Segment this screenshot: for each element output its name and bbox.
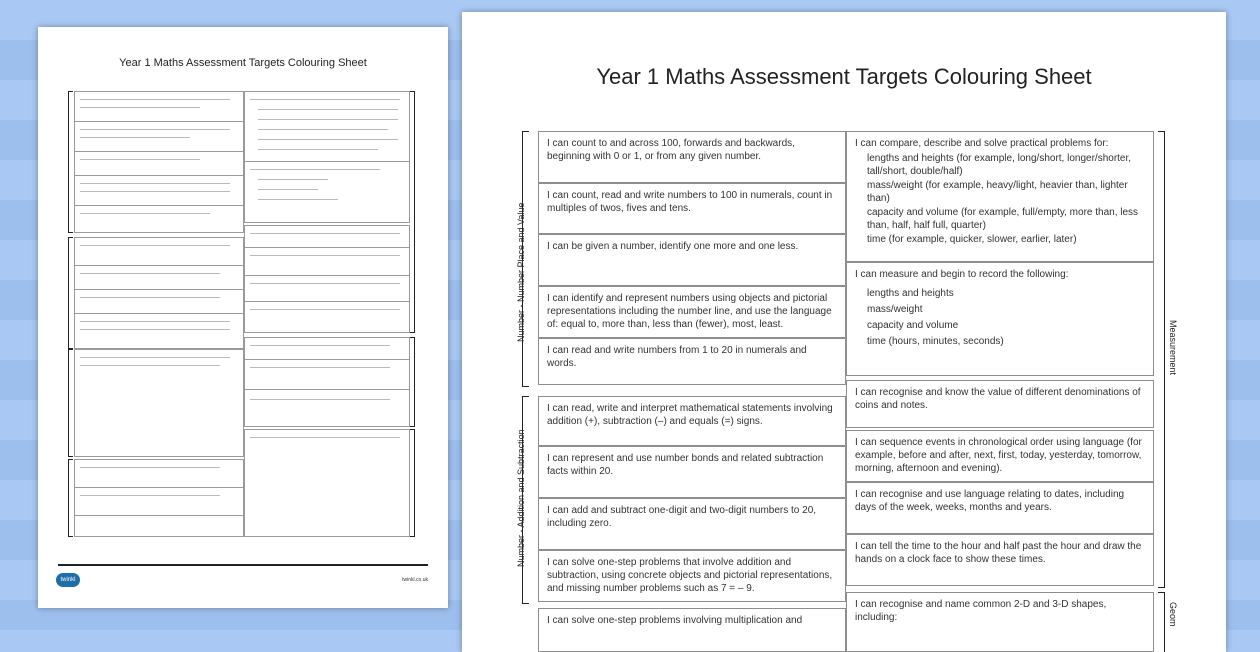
thumb-footer-line <box>58 564 428 566</box>
thumb-bracket <box>68 459 73 537</box>
thumb-text-line <box>258 109 398 110</box>
target-text: I can measure and begin to record the following: <box>855 269 1069 280</box>
thumb-text-line <box>80 129 230 130</box>
thumbnail-title: Year 1 Maths Assessment Targets Colouring Sheet <box>119 57 367 69</box>
thumb-cell <box>74 515 244 537</box>
thumb-text-line <box>80 213 210 214</box>
thumbnail-page <box>38 27 448 608</box>
target-cell <box>538 608 846 652</box>
thumb-text-line <box>250 437 400 438</box>
thumb-text-line <box>80 357 230 358</box>
thumb-bracket <box>410 337 415 427</box>
section-label-geometry: Geom <box>1168 602 1178 627</box>
thumb-cell <box>74 313 244 349</box>
section-label-place-value: Number - Number Place and Value <box>516 202 526 342</box>
thumb-text-line <box>80 467 220 468</box>
sub-item: time (for example, quicker, slower, earlier, later) <box>867 234 1077 245</box>
thumb-text-line <box>80 159 200 160</box>
target-text: I can count, read and write numbers to 100 in numerals, count in multiples of twos, fives and tens. <box>547 190 833 214</box>
target-text: I can represent and use number bonds and related subtraction facts within 20. <box>547 453 824 477</box>
thumb-cell <box>74 237 244 267</box>
thumb-text-line <box>250 367 390 368</box>
target-text: I can compare, describe and solve practical problems for: <box>855 138 1109 149</box>
target-cell <box>846 534 1154 586</box>
target-text: I can read and write numbers from 1 to 20 in numerals and words. <box>547 345 807 369</box>
thumb-text-line <box>80 137 190 138</box>
thumb-cell <box>244 247 410 277</box>
thumb-cell <box>74 487 244 517</box>
thumb-text-line <box>80 297 220 298</box>
thumb-cell <box>244 301 410 333</box>
thumb-text-line <box>80 191 230 192</box>
thumb-text-line <box>250 255 400 256</box>
target-cell <box>846 380 1154 428</box>
target-cell <box>538 446 846 498</box>
thumb-cell <box>74 205 244 233</box>
target-text: I can add and subtract one-digit and two-digit numbers to 20, including zero. <box>547 505 817 529</box>
thumb-text-line <box>258 199 338 200</box>
thumb-cell <box>74 459 244 489</box>
thumb-text-line <box>250 345 390 346</box>
target-text: I can solve one-step problems involving multiplication and <box>547 615 803 626</box>
thumb-cell <box>244 429 410 537</box>
thumb-bracket <box>410 91 415 333</box>
target-cell <box>846 592 1154 652</box>
sub-item: time (hours, minutes, seconds) <box>867 336 1004 347</box>
target-cell <box>538 183 846 234</box>
target-cell <box>538 498 846 550</box>
target-text: I can be given a number, identify one more and one less. <box>547 241 799 252</box>
thumb-text-line <box>258 189 318 190</box>
target-text: I can solve one-step problems that involve addition and subtraction, using concrete objects and pictorial representations, and missing number problems such as 7 = – 9. <box>547 557 833 594</box>
thumb-cell <box>244 389 410 427</box>
target-text: I can tell the time to the hour and half past the hour and draw the hands on a clock face to show these times. <box>855 541 1142 565</box>
target-cell <box>538 234 846 286</box>
thumb-cell <box>244 337 410 361</box>
target-cell <box>538 550 846 602</box>
thumb-text-line <box>80 107 200 108</box>
thumb-cell <box>74 289 244 315</box>
target-cell <box>538 131 846 183</box>
target-cell <box>846 131 1154 262</box>
thumb-cell <box>244 91 410 163</box>
section-bracket <box>1158 592 1165 652</box>
thumb-text-line <box>80 329 230 330</box>
thumb-cell <box>244 275 410 303</box>
thumb-text-line <box>80 183 230 184</box>
thumb-cell <box>244 225 410 249</box>
sub-item: capacity and volume (for example, full/empty, more than, less than, half, half full, quarter) <box>867 207 1139 231</box>
section-label-measurement: Measurement <box>1168 320 1178 376</box>
thumb-text-line <box>250 283 400 284</box>
thumb-text-line <box>250 99 400 100</box>
thumb-text-line <box>80 321 230 322</box>
sub-item: lengths and heights (for example, long/short, longer/shorter, tall/short, double/half) <box>867 153 1132 177</box>
thumb-text-line <box>250 399 390 400</box>
thumb-text-line <box>250 309 400 310</box>
thumb-cell <box>244 161 410 223</box>
thumb-text-line <box>258 119 398 120</box>
target-cell <box>538 338 846 385</box>
target-cell <box>538 396 846 446</box>
thumb-text-line <box>80 273 220 274</box>
thumb-bracket <box>68 91 73 233</box>
thumb-text-line <box>258 139 398 140</box>
thumb-cell <box>74 265 244 291</box>
sub-item: mass/weight (for example, heavy/light, heavier than, lighter than) <box>867 180 1128 204</box>
target-cell <box>538 286 846 338</box>
target-text: I can count to and across 100, forwards and backwards, beginning with 0 or 1, or from any given number. <box>547 138 795 162</box>
thumb-text-line <box>80 99 230 100</box>
section-bracket <box>1158 131 1165 588</box>
page-title: Year 1 Maths Assessment Targets Colouring Sheet <box>596 64 1092 89</box>
target-text: I can recognise and know the value of different denominations of coins and notes. <box>855 387 1141 411</box>
thumb-text-line <box>258 129 388 130</box>
thumb-cell <box>74 151 244 177</box>
sub-item: lengths and heights <box>867 288 954 299</box>
target-text: I can recognise and name common 2-D and 3-D shapes, including: <box>855 599 1107 623</box>
sub-item: mass/weight <box>867 304 923 315</box>
target-text: I can identify and represent numbers using objects and pictorial representations including the number line, and use the language of: equal to, more than, less than (fewer), most, least. <box>547 293 832 330</box>
thumb-text-line <box>250 233 400 234</box>
thumb-bracket <box>68 237 73 349</box>
target-text: I can sequence events in chronological order using language (for example, before and after, next, first, today, yesterday, tomorrow, morning, afternoon and evening). <box>855 437 1142 474</box>
target-cell <box>846 430 1154 482</box>
thumb-text-line <box>250 169 380 170</box>
thumb-text-line <box>258 149 378 150</box>
footer-url: twinkl.co.uk <box>402 577 428 583</box>
thumb-bracket <box>410 429 415 537</box>
thumb-text-line <box>80 495 220 496</box>
main-page <box>462 12 1226 652</box>
target-cell <box>846 262 1154 376</box>
sub-item: capacity and volume <box>867 320 959 331</box>
thumb-text-line <box>258 179 328 180</box>
section-label-add-sub: Number - Addition and Subtraction <box>516 429 526 567</box>
target-text: I can recognise and use language relating to dates, including days of the week, weeks, months and years. <box>855 489 1125 513</box>
thumb-text-line <box>80 245 230 246</box>
target-text: I can read, write and interpret mathematical statements involving addition (+), subtraction (–) and equals (=) signs. <box>547 403 833 427</box>
thumb-text-line <box>80 365 220 366</box>
target-cell <box>846 482 1154 534</box>
twinkl-logo: twinkl <box>56 573 80 587</box>
thumb-cell <box>244 359 410 391</box>
thumb-bracket <box>68 349 73 457</box>
